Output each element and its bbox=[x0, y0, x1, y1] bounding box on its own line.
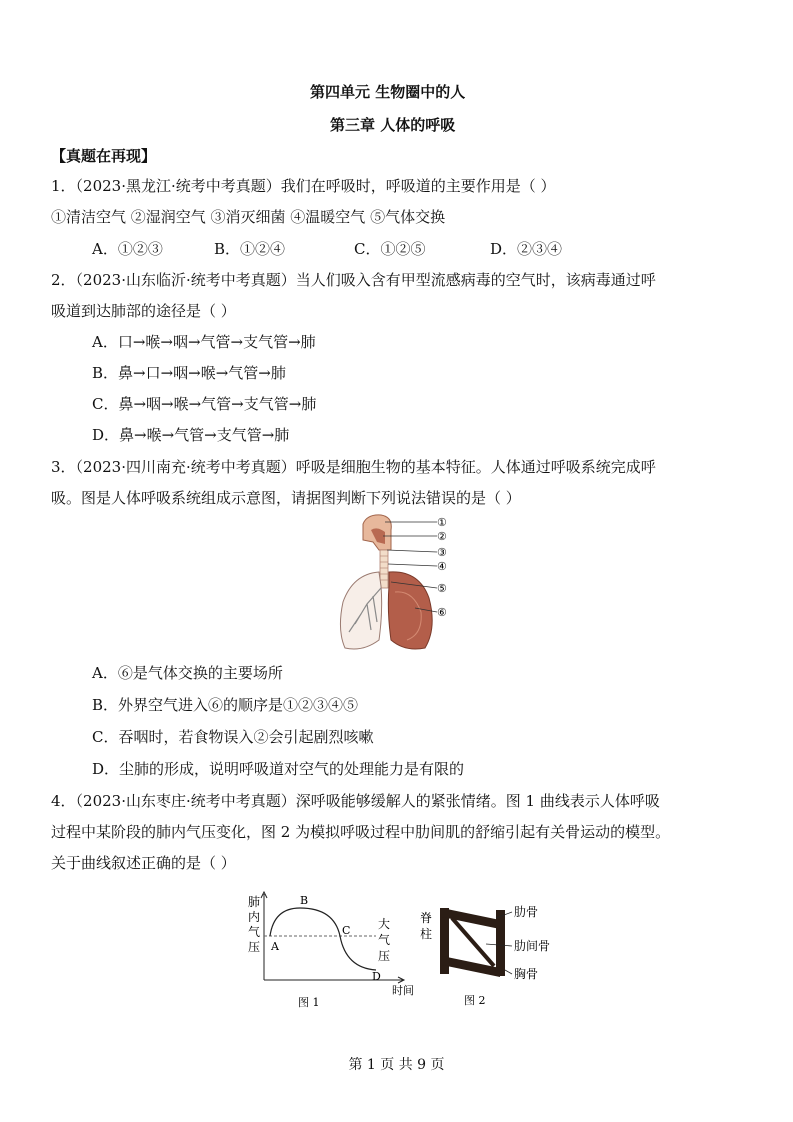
figure-label-4: ④ bbox=[437, 560, 447, 573]
q1-option-d: D．②③④ bbox=[490, 240, 563, 258]
q1-option-a: A．①②③ bbox=[92, 240, 163, 258]
q2-option-b: B．鼻→口→咽→喉→气管→肺 bbox=[92, 364, 286, 382]
ylabel-char-2: 内 bbox=[248, 910, 261, 924]
page-footer: 第 1 页 共 9 页 bbox=[348, 1057, 445, 1073]
q2-option-d: D．鼻→喉→气管→支气管→肺 bbox=[92, 426, 290, 444]
figure1-caption: 图 1 bbox=[298, 996, 320, 1009]
q2-option-c: C．鼻→咽→喉→气管→支气管→肺 bbox=[92, 395, 317, 413]
spine-char-2: 柱 bbox=[420, 927, 433, 941]
rib-model-figure bbox=[416, 894, 566, 1012]
q3-stem-line1: 3．（2023·四川南充·统考中考真题）呼吸是细胞生物的基本特征。人体通过呼吸系统完成呼 bbox=[51, 458, 656, 476]
q1-stem: 1．（2023·黑龙江·统考中考真题）我们在呼吸时，呼吸道的主要作用是（ ） bbox=[51, 177, 556, 195]
q3-option-b: B．外界空气进入⑥的顺序是①②③④⑤ bbox=[92, 696, 359, 714]
point-a: A bbox=[271, 940, 279, 953]
figure2-caption: 图 2 bbox=[464, 994, 486, 1007]
right-lung-shape bbox=[388, 572, 432, 649]
q4-stem-line1: 4．（2023·山东枣庄·统考中考真题）深呼吸能够缓解人的紧张情绪。图 1 曲线表示人体呼吸 bbox=[51, 792, 660, 810]
q3-option-d: D．尘肺的形成，说明呼吸道对空气的处理能力是有限的 bbox=[92, 760, 465, 778]
q1-option-b: B．①②④ bbox=[214, 240, 286, 258]
ref-char-1: 大 bbox=[378, 917, 391, 931]
section-label: 【真题在再现】 bbox=[51, 147, 157, 165]
q1-statements: ①清洁空气 ②湿润空气 ③消灭细菌 ④温暖空气 ⑤气体交换 bbox=[51, 208, 446, 226]
label-rib: 肋骨 bbox=[514, 905, 539, 919]
q2-option-a: A．口→喉→咽→气管→支气管→肺 bbox=[92, 333, 316, 351]
q3-stem-line2: 吸。图是人体呼吸系统组成示意图，请据图判断下列说法错误的是（ ） bbox=[51, 489, 521, 507]
label-sternum: 胸骨 bbox=[514, 967, 539, 981]
point-c: C bbox=[342, 924, 351, 937]
spine-char-1: 脊 bbox=[420, 911, 433, 925]
figure-label-3: ③ bbox=[437, 546, 447, 559]
q1-option-c: C．①②⑤ bbox=[354, 240, 426, 258]
lower-rib-bar bbox=[442, 956, 500, 977]
q2-stem-line1: 2．（2023·山东临沂·统考中考真题）当人们吸入含有甲型流感病毒的空气时，该病毒通过呼 bbox=[51, 271, 656, 289]
ylabel-char-4: 压 bbox=[248, 940, 261, 954]
q3-option-c: C．吞咽时，若食物误入②会引起剧烈咳嗽 bbox=[92, 728, 374, 746]
upper-rib-bar bbox=[442, 908, 500, 929]
figure-label-2: ② bbox=[437, 530, 447, 543]
lung-pressure-figure bbox=[244, 888, 414, 1012]
xlabel: 时间 bbox=[392, 984, 414, 997]
chapter-title: 第三章 人体的呼吸 bbox=[330, 116, 456, 134]
unit-title: 第四单元 生物圈中的人 bbox=[310, 83, 466, 101]
q4-stem-line2: 过程中某阶段的肺内气压变化，图 2 为模拟呼吸过程中肋间肌的舒缩引起有关骨运动的模型。 bbox=[51, 823, 671, 841]
label-intercostal: 肋间骨 bbox=[514, 939, 551, 953]
respiratory-system-figure bbox=[333, 512, 463, 654]
point-b: B bbox=[300, 894, 309, 907]
q4-stem-line3: 关于曲线叙述正确的是（ ） bbox=[51, 854, 236, 872]
ylabel-char-3: 气 bbox=[248, 925, 261, 939]
ref-char-2: 气 bbox=[378, 933, 391, 947]
point-d: D bbox=[372, 970, 381, 983]
ref-char-3: 压 bbox=[378, 949, 391, 963]
ylabel-char-1: 肺 bbox=[248, 895, 261, 909]
figure-label-1: ① bbox=[437, 516, 447, 529]
figure-label-5: ⑤ bbox=[437, 582, 447, 595]
pressure-curve bbox=[270, 908, 376, 970]
q2-stem-line2: 吸道到达肺部的途径是（ ） bbox=[51, 302, 236, 320]
figure-label-6: ⑥ bbox=[437, 606, 447, 619]
q3-option-a: A．⑥是气体交换的主要场所 bbox=[92, 664, 283, 682]
